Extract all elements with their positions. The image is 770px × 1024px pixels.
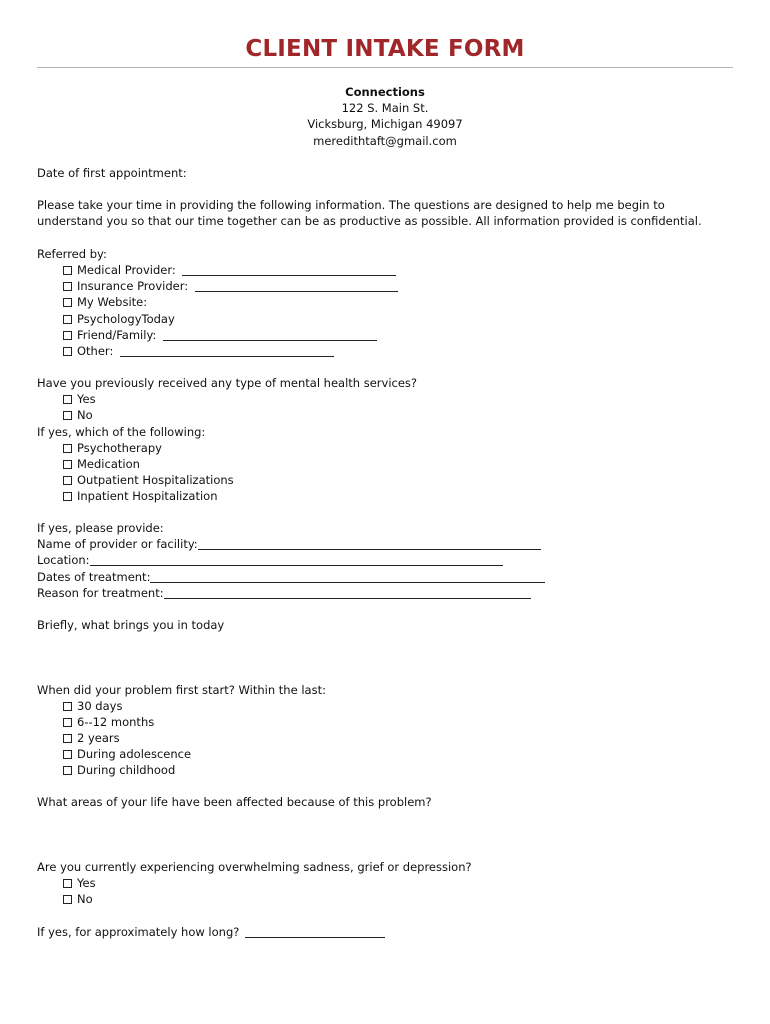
provide-label: If yes, please provide:	[37, 521, 164, 535]
checkbox[interactable]	[63, 266, 72, 275]
checkbox[interactable]	[63, 282, 72, 291]
checkbox[interactable]	[63, 879, 72, 888]
practice-name: Connections	[345, 85, 425, 99]
service-inpatient[interactable]: Inpatient Hospitalization	[63, 488, 218, 504]
service-outpatient[interactable]: Outpatient Hospitalizations	[63, 472, 234, 488]
dates-of-treatment-field[interactable]: Dates of treatment:	[37, 569, 545, 585]
sadness-question: Are you currently experiencing overwhelming sadness, grief or depression?	[37, 860, 472, 874]
checkbox[interactable]	[63, 702, 72, 711]
practice-city: Vicksburg, Michigan 49097	[307, 117, 463, 132]
form-title: CLIENT INTAKE FORM	[245, 36, 525, 62]
service-psychotherapy[interactable]: Psychotherapy	[63, 440, 162, 456]
start-option-childhood[interactable]: During childhood	[63, 762, 175, 778]
how-long-line[interactable]	[245, 926, 385, 938]
reason-for-treatment-line[interactable]	[164, 587, 531, 599]
practice-email: meredithtaft@gmail.com	[313, 133, 457, 148]
other-line[interactable]	[120, 345, 334, 357]
start-option-adolescence[interactable]: During adolescence	[63, 746, 191, 762]
friend-family-line[interactable]	[163, 329, 377, 341]
location-line[interactable]	[90, 554, 503, 566]
start-option-30-days[interactable]: 30 days	[63, 698, 122, 714]
referral-option-medical[interactable]: Medical Provider:	[63, 262, 396, 278]
checkbox[interactable]	[63, 395, 72, 404]
previous-services-yes[interactable]: Yes	[63, 391, 96, 407]
areas-affected-question: What areas of your life have been affected because of this problem?	[37, 795, 432, 809]
problem-start-question: When did your problem first start? Within the last:	[37, 683, 326, 697]
service-medication[interactable]: Medication	[63, 456, 140, 472]
provider-name-field[interactable]: Name of provider or facility:	[37, 536, 541, 552]
checkbox[interactable]	[63, 331, 72, 340]
checkbox[interactable]	[63, 492, 72, 501]
insurance-provider-line[interactable]	[195, 280, 398, 292]
referral-option-insurance[interactable]: Insurance Provider:	[63, 278, 398, 294]
referral-option-other[interactable]: Other:	[63, 343, 334, 359]
referral-option-website[interactable]: My Website:	[63, 294, 147, 310]
how-long-field[interactable]: If yes, for approximately how long?	[37, 924, 385, 940]
start-option-6-12-months[interactable]: 6--12 months	[63, 714, 154, 730]
brings-you-question: Briefly, what brings you in today	[37, 618, 225, 632]
which-services-label: If yes, which of the following:	[37, 425, 206, 439]
checkbox[interactable]	[63, 315, 72, 324]
checkbox[interactable]	[63, 298, 72, 307]
previous-services-question: Have you previously received any type of mental health services?	[37, 376, 418, 390]
checkbox[interactable]	[63, 766, 72, 775]
checkbox[interactable]	[63, 718, 72, 727]
reason-for-treatment-field[interactable]: Reason for treatment:	[37, 585, 531, 601]
medical-provider-line[interactable]	[182, 264, 396, 276]
start-option-2-years[interactable]: 2 years	[63, 730, 120, 746]
first-appointment-label: Date of first appointment:	[37, 166, 187, 180]
previous-services-no[interactable]: No	[63, 407, 93, 423]
checkbox[interactable]	[63, 750, 72, 759]
checkbox[interactable]	[63, 411, 72, 420]
location-field[interactable]: Location:	[37, 552, 503, 568]
sadness-no[interactable]: No	[63, 891, 93, 907]
intro-paragraph: Please take your time in providing the following information. The questions are designed to help me begin to understand you so that our time together can be as productive as possible. All information provided is confidential.	[37, 198, 702, 229]
checkbox[interactable]	[63, 444, 72, 453]
referred-by-label: Referred by:	[37, 247, 107, 261]
practice-street: 122 S. Main St.	[341, 101, 429, 116]
sadness-yes[interactable]: Yes	[63, 875, 96, 891]
checkbox[interactable]	[63, 734, 72, 743]
checkbox[interactable]	[63, 347, 72, 356]
checkbox[interactable]	[63, 476, 72, 485]
referral-option-friend-family[interactable]: Friend/Family:	[63, 327, 377, 343]
checkbox[interactable]	[63, 895, 72, 904]
provider-name-line[interactable]	[198, 538, 541, 550]
referral-option-psychologytoday[interactable]: PsychologyToday	[63, 311, 175, 327]
practice-header	[37, 84, 733, 149]
checkbox[interactable]	[63, 460, 72, 469]
dates-of-treatment-line[interactable]	[150, 571, 545, 583]
title-divider	[37, 67, 733, 68]
